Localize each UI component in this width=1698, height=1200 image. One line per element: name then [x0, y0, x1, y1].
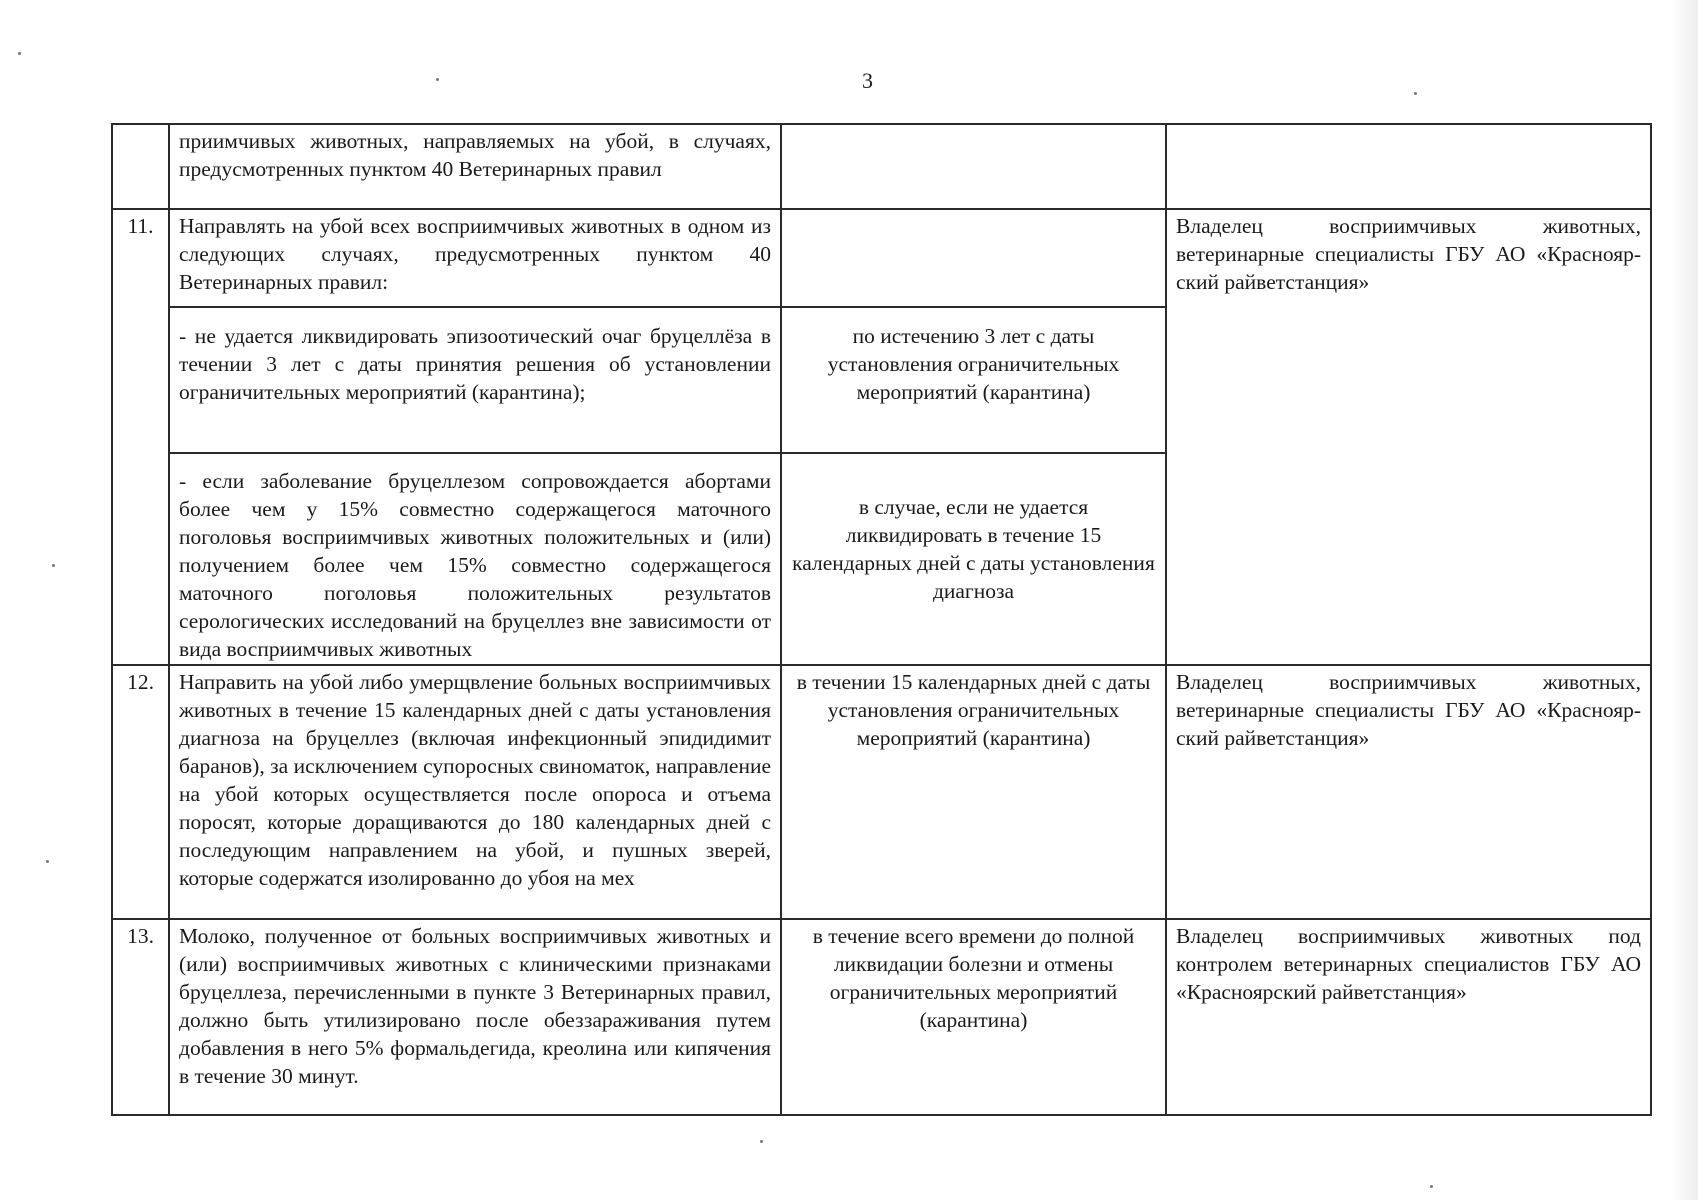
measure-cell: - не удается ликвидировать эпизоотический очаг бруцеллёза в течении 3 лет с даты принятия решения об установлении ограничительных мероприятий (карантина);: [169, 307, 781, 453]
page-number: 3: [862, 68, 873, 93]
scan-speck: [436, 78, 439, 81]
table-row: [112, 665, 1651, 919]
measure-cell: - если заболевание бруцеллезом сопровождается абортами более чем у 15% совместно содержащегося маточного поголовья восприимчивых животных положительных и (или) получением более чем 15% совместно содержащегося маточного поголовья положительных результатов серологических исследований на бруцеллез вне зависимости от вида восприимчивых животных: [169, 453, 781, 665]
scan-speck: [1414, 92, 1417, 95]
scan-speck: [18, 52, 21, 55]
measure-cell: Направить на убой либо умерщвление больных восприимчивых животных в течение 15 календарных дней с даты установления диагноза на бруцеллез (включая инфекционный эпидидимит баранов), за исключением супоросных свиноматок, направление на убой которых осуществляется после опороса и отъема поросят, которые доращиваются до 180 календарных дней с последующим направлением на убой, и пушных зверей, которые содержатся изолированно до убоя на мех: [169, 665, 781, 919]
row-number: 11.: [112, 209, 169, 665]
row-number: 13.: [112, 919, 169, 1115]
table-row: [112, 919, 1651, 1115]
measure-cell: Молоко, полученное от больных восприимчивых животных и (или) восприимчивых животных с клиническими признаками бруцеллеза, перечисленными в пункте 3 Ветеринарных правил, должно быть утилизировано после обеззараживания путем добавления в него 5% формальдегида, креолина или кипячения в течение 30 минут.: [169, 919, 781, 1115]
responsible-cell: Владелец восприимчивых животных, ветеринарные специалисты ГБУ АО «Краснояр-ский райветстанция»: [1166, 665, 1651, 919]
scan-speck: [760, 1140, 763, 1143]
scan-speck: [46, 860, 49, 863]
term-cell: в случае, если не удается ликвидировать в течение 15 календарных дней с даты установления диагноза: [781, 453, 1166, 665]
responsible-cell: [1166, 124, 1651, 209]
scan-speck: [1430, 1185, 1433, 1188]
measure-cell: приимчивых животных, направляемых на убой, в случаях, предусмотренных пунктом 40 Ветеринарных правил: [169, 124, 781, 209]
table-row: [112, 209, 1651, 307]
scan-edge-shadow: [1670, 0, 1698, 1200]
measure-cell: Направлять на убой всех восприимчивых животных в одном из следующих случаях, предусмотренных пунктом 40 Ветеринарных правил:: [169, 209, 781, 307]
table-row: [112, 124, 1651, 209]
responsible-cell: Владелец восприимчивых животных под контролем ветеринарных специалистов ГБУ АО «Красноярский райветстанция»: [1166, 919, 1651, 1115]
measures-table: [111, 123, 1652, 1116]
term-cell: в течении 15 календарных дней с даты установления ограничительных мероприятий (карантина): [781, 665, 1166, 919]
term-cell: в течение всего времени до полной ликвидации болезни и отмены ограничительных мероприятий (карантина): [781, 919, 1166, 1115]
row-number: [112, 124, 169, 209]
term-cell: [781, 124, 1166, 209]
row-number: 12.: [112, 665, 169, 919]
term-cell: [781, 209, 1166, 307]
scan-speck: [52, 564, 55, 567]
term-cell: по истечению 3 лет с даты установления ограничительных мероприятий (карантина): [781, 307, 1166, 453]
responsible-cell: Владелец восприимчивых животных, ветеринарные специалисты ГБУ АО «Краснояр-ский райветстанция»: [1166, 209, 1651, 665]
